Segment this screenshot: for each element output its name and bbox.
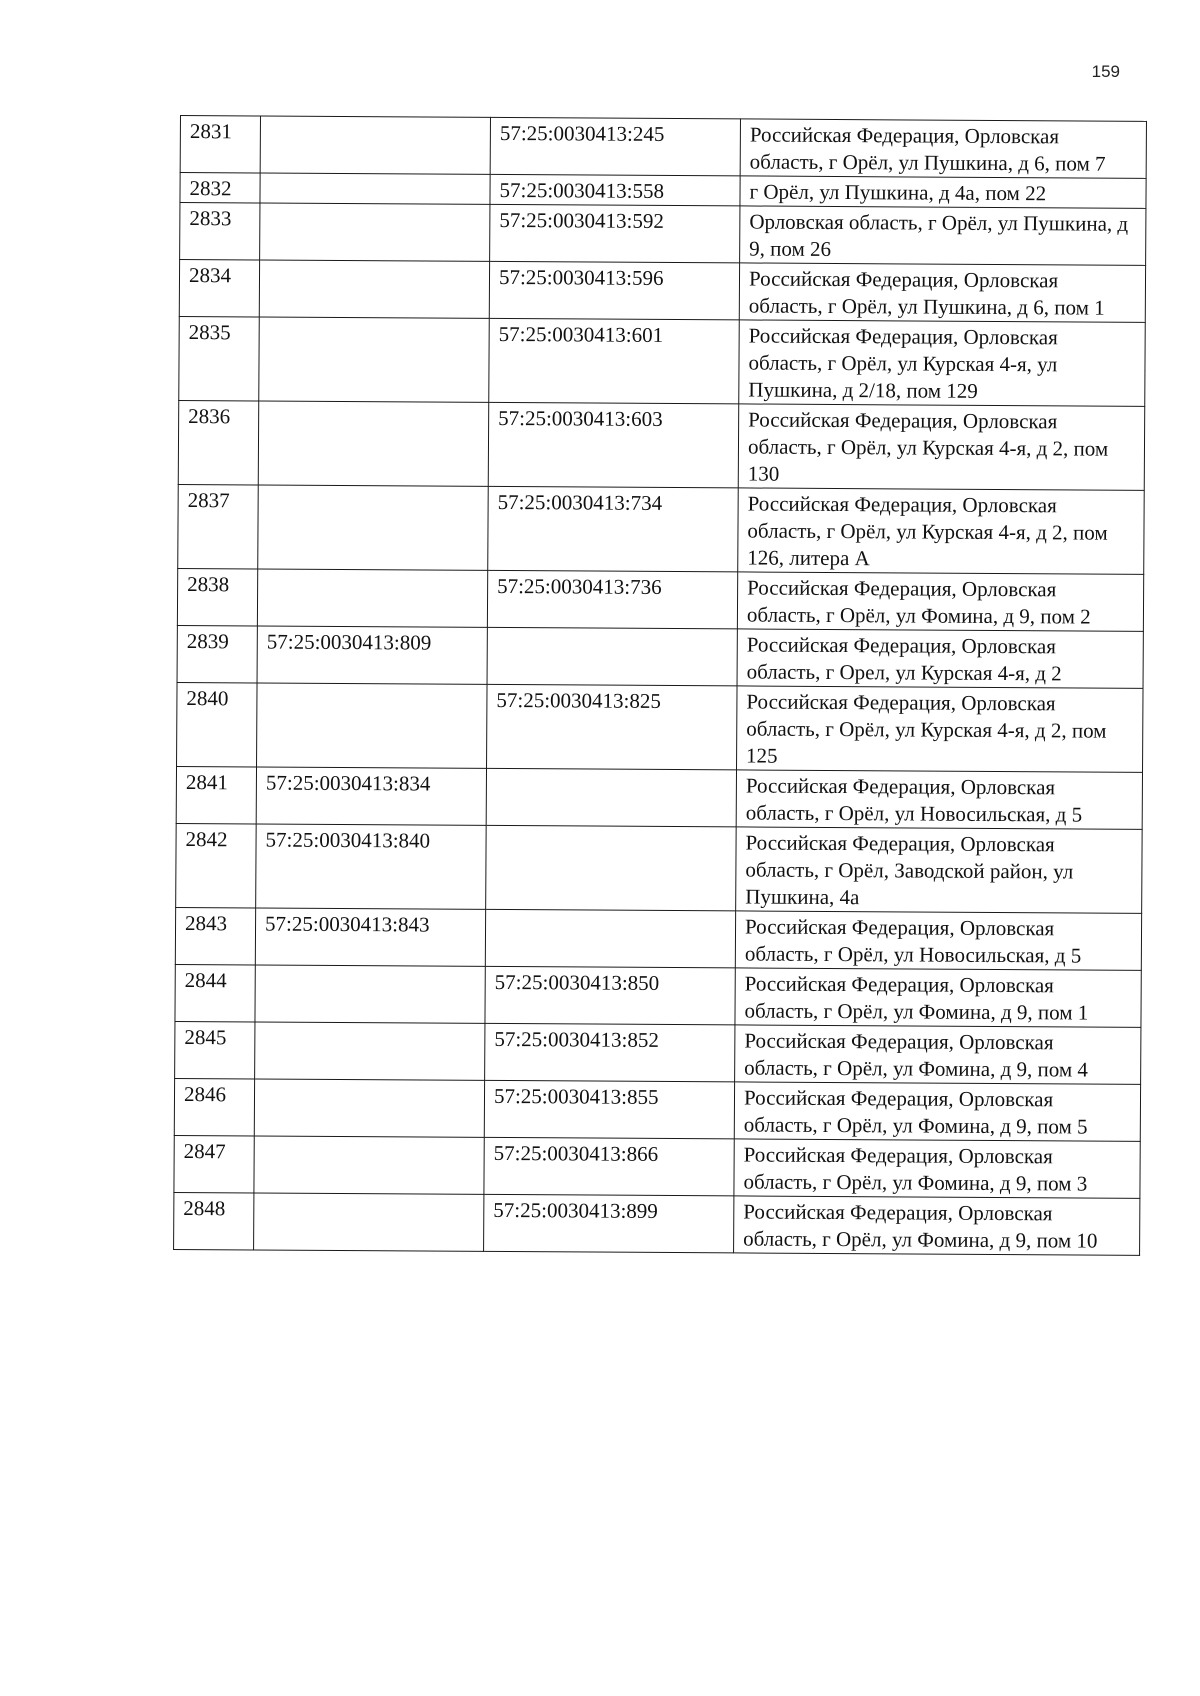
table-row	[179, 260, 1145, 323]
row-number: 2831	[180, 116, 260, 173]
table-row	[178, 484, 1144, 574]
row-number: 2833	[180, 203, 260, 260]
address: Российская Федерация, Орловская область, г Орёл, ул Курская 4-я, д 2, пом 125	[737, 686, 1144, 772]
land-cadastral-number	[254, 1079, 484, 1137]
table-row	[177, 625, 1143, 688]
address: Российская Федерация, Орловская область, г Орёл, ул Новосильская, д 5	[736, 770, 1142, 829]
address: Российская Федерация, Орловская область, г Орёл, ул Курская 4-я, д 2, пом 130	[738, 404, 1145, 490]
land-cadastral-number	[259, 317, 490, 402]
table-row	[175, 907, 1141, 970]
land-cadastral-number	[258, 401, 489, 486]
land-cadastral-number	[259, 260, 489, 318]
row-number: 2832	[180, 173, 260, 203]
land-cadastral-number	[258, 485, 489, 570]
row-number: 2842	[176, 823, 257, 907]
address: Российская Федерация, Орловская область, г Орёл, ул Пушкина, д 6, пом 7	[740, 119, 1146, 178]
land-cadastral-number: 57:25:0030413:809	[257, 626, 487, 684]
land-cadastral-number: 57:25:0030413:840	[256, 824, 487, 909]
address: Российская Федерация, Орловская область, г Орёл, ул Фомина, д 9, пом 4	[735, 1025, 1141, 1084]
object-cadastral-number: 57:25:0030413:850	[485, 966, 735, 1025]
row-number: 2840	[177, 682, 258, 766]
land-cadastral-number	[255, 1022, 485, 1080]
object-cadastral-number: 57:25:0030413:736	[487, 570, 737, 629]
address: Российская Федерация, Орловская область, г Орёл, ул Фомина, д 9, пом 10	[734, 1196, 1140, 1255]
address: Российская Федерация, Орловская область, г Орёл, ул Фомина, д 9, пом 3	[734, 1139, 1140, 1198]
land-cadastral-number	[260, 116, 490, 174]
address: Российская Федерация, Орловская область, г Орёл, ул Фомина, д 9, пом 5	[734, 1082, 1140, 1141]
object-cadastral-number	[485, 909, 735, 968]
row-number: 2843	[175, 907, 255, 964]
land-cadastral-number	[254, 1136, 484, 1194]
table-row	[176, 823, 1142, 913]
land-cadastral-number: 57:25:0030413:843	[255, 908, 485, 966]
object-cadastral-number: 57:25:0030413:592	[490, 204, 740, 263]
address: Российская Федерация, Орловская область, г Орёл, ул Пушкина, д 6, пом 1	[739, 263, 1145, 322]
table-row	[180, 116, 1146, 179]
cadastral-registry-table	[173, 115, 1147, 1256]
row-number: 2846	[174, 1078, 254, 1135]
object-cadastral-number: 57:25:0030413:734	[488, 486, 739, 572]
address: Орловская область, г Орёл, ул Пушкина, д 9, пом 26	[740, 206, 1146, 265]
table-row	[174, 1078, 1140, 1141]
object-cadastral-number: 57:25:0030413:596	[489, 261, 739, 320]
table-row	[179, 316, 1145, 406]
row-number: 2844	[175, 964, 255, 1021]
object-cadastral-number: 57:25:0030413:852	[485, 1023, 735, 1082]
row-number: 2838	[177, 568, 257, 625]
address: Российская Федерация, Орловская область, г Орёл, ул Курская 4-я, д 2, пом 126, литера А	[738, 488, 1145, 574]
address: Российская Федерация, Орловская область, г Орёл, ул Фомина, д 9, пом 2	[737, 572, 1143, 631]
object-cadastral-number	[486, 825, 737, 911]
land-cadastral-number: 57:25:0030413:834	[256, 767, 486, 825]
land-cadastral-number	[255, 965, 485, 1023]
land-cadastral-number	[260, 203, 490, 261]
land-cadastral-number	[257, 569, 487, 627]
address: Российская Федерация, Орловская область, г Орёл, ул Новосильская, д 5	[735, 911, 1141, 970]
address: Российская Федерация, Орловская область, г Орёл, ул Фомина, д 9, пом 1	[735, 968, 1141, 1027]
land-cadastral-number	[254, 1193, 484, 1251]
row-number: 2841	[176, 766, 256, 823]
object-cadastral-number: 57:25:0030413:855	[484, 1080, 734, 1139]
object-cadastral-number: 57:25:0030413:866	[484, 1137, 734, 1196]
row-number: 2836	[178, 400, 259, 484]
row-number: 2847	[174, 1135, 254, 1192]
object-cadastral-number	[487, 627, 737, 686]
table-row	[174, 1135, 1140, 1198]
table-row	[176, 766, 1142, 829]
address: Российская Федерация, Орловская область, г Орёл, ул Курская 4-я, ул Пушкина, д 2/18, пом 129	[739, 320, 1146, 406]
land-cadastral-number	[257, 683, 488, 768]
object-cadastral-number	[486, 768, 736, 827]
address: г Орёл, ул Пушкина, д 4а, пом 22	[740, 176, 1146, 208]
object-cadastral-number: 57:25:0030413:601	[489, 318, 740, 404]
object-cadastral-number: 57:25:0030413:245	[490, 117, 740, 176]
table-row	[175, 1021, 1141, 1084]
table-row	[174, 1192, 1140, 1255]
object-cadastral-number: 57:25:0030413:899	[484, 1194, 734, 1253]
table-row	[177, 682, 1143, 772]
row-number: 2845	[175, 1021, 255, 1078]
object-cadastral-number: 57:25:0030413:825	[487, 684, 738, 770]
table-row	[175, 964, 1141, 1027]
registry-table-body	[174, 116, 1147, 1256]
address: Российская Федерация, Орловская область, г Орёл, Заводской район, ул Пушкина, 4а	[736, 827, 1143, 913]
object-cadastral-number: 57:25:0030413:558	[490, 174, 740, 206]
row-number: 2848	[174, 1192, 254, 1249]
table-row	[177, 568, 1143, 631]
land-cadastral-number	[260, 173, 490, 204]
table-row	[178, 400, 1144, 490]
object-cadastral-number: 57:25:0030413:603	[488, 402, 739, 488]
address: Российская Федерация, Орловская область, г Орел, ул Курская 4-я, д 2	[737, 629, 1143, 688]
page-number: 159	[1091, 62, 1120, 81]
row-number: 2837	[178, 484, 259, 568]
row-number: 2835	[179, 316, 260, 400]
row-number: 2839	[177, 625, 257, 682]
row-number: 2834	[179, 260, 259, 317]
table-row	[180, 203, 1146, 266]
